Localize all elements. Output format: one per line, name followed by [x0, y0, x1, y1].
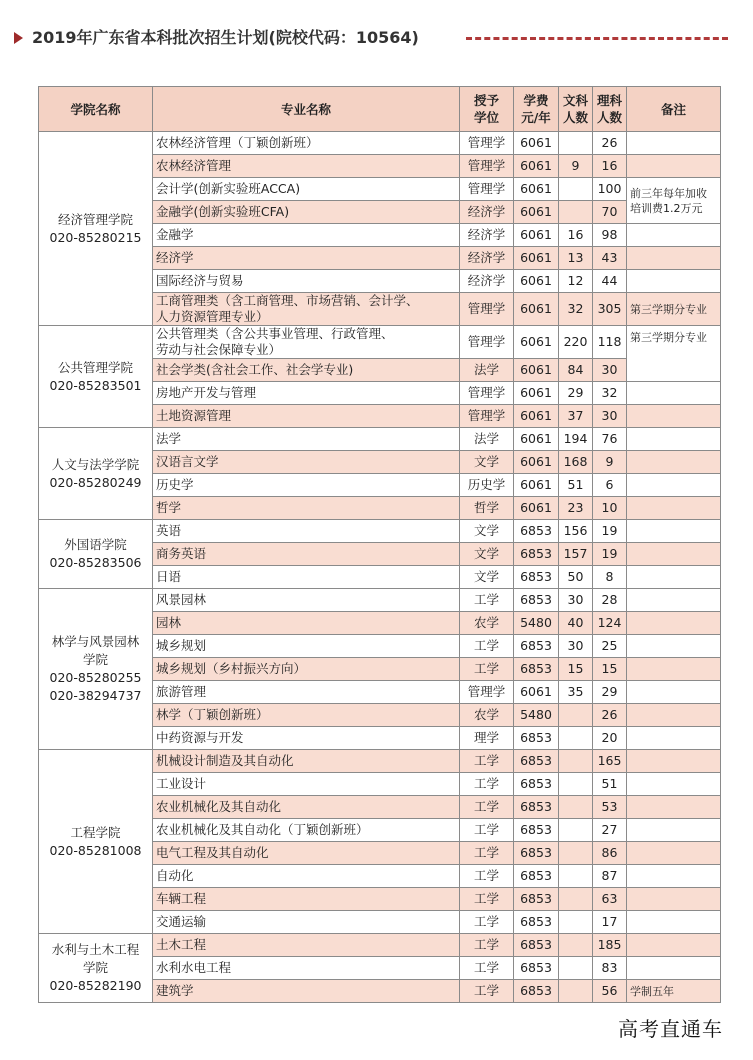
header-science-count: 理科 人数: [593, 87, 627, 132]
note-cell: [627, 819, 721, 842]
degree-cell: 管理学: [460, 132, 514, 155]
science-count-cell: 43: [593, 247, 627, 270]
major-cell: 工商管理类（含工商管理、市场营销、会计学、 人力资源管理专业）: [153, 293, 460, 326]
degree-cell: 工学: [460, 773, 514, 796]
fee-cell: 6061: [514, 293, 559, 326]
arts-count-cell: 30: [559, 635, 593, 658]
arts-count-cell: 168: [559, 451, 593, 474]
arts-count-cell: 157: [559, 543, 593, 566]
note-cell: [627, 451, 721, 474]
note-cell: [627, 865, 721, 888]
note-cell: [627, 658, 721, 681]
table-row: [39, 428, 721, 451]
fee-cell: 6061: [514, 405, 559, 428]
science-count-cell: 100: [593, 178, 627, 201]
arts-count-cell: 50: [559, 566, 593, 589]
science-count-cell: 25: [593, 635, 627, 658]
degree-cell: 工学: [460, 635, 514, 658]
major-cell: 日语: [153, 566, 460, 589]
major-cell: 汉语言文学: [153, 451, 460, 474]
major-cell: 风景园林: [153, 589, 460, 612]
note-cell: [627, 773, 721, 796]
header-fee: 学费 元/年: [514, 87, 559, 132]
note-cell: 第三学期分专业: [627, 293, 721, 326]
fee-cell: 6853: [514, 589, 559, 612]
arts-count-cell: 13: [559, 247, 593, 270]
science-count-cell: 63: [593, 888, 627, 911]
table-row: [39, 520, 721, 543]
degree-cell: 工学: [460, 750, 514, 773]
degree-cell: 文学: [460, 520, 514, 543]
note-cell: [627, 957, 721, 980]
science-count-cell: 19: [593, 520, 627, 543]
fee-cell: 6061: [514, 497, 559, 520]
arts-count-cell: [559, 865, 593, 888]
science-count-cell: 305: [593, 293, 627, 326]
science-count-cell: 30: [593, 359, 627, 382]
arts-count-cell: [559, 957, 593, 980]
major-cell: 会计学(创新实验班ACCA): [153, 178, 460, 201]
fee-cell: 6853: [514, 957, 559, 980]
science-count-cell: 124: [593, 612, 627, 635]
science-count-cell: 10: [593, 497, 627, 520]
college-name: 水利与土木工程 学院 020-85282190: [39, 934, 153, 1003]
fee-cell: 6061: [514, 132, 559, 155]
table-row: [39, 132, 721, 155]
note-cell: [627, 911, 721, 934]
arts-count-cell: 40: [559, 612, 593, 635]
degree-cell: 法学: [460, 428, 514, 451]
science-count-cell: 26: [593, 704, 627, 727]
degree-cell: 文学: [460, 566, 514, 589]
major-cell: 房地产开发与管理: [153, 382, 460, 405]
science-count-cell: 29: [593, 681, 627, 704]
science-count-cell: 17: [593, 911, 627, 934]
header-degree: 授予 学位: [460, 87, 514, 132]
title-bar: [14, 26, 734, 50]
science-count-cell: 6: [593, 474, 627, 497]
major-cell: 自动化: [153, 865, 460, 888]
page-title: 2019年广东省本科批次招生计划(院校代码：10564): [32, 28, 419, 47]
arts-count-cell: 32: [559, 293, 593, 326]
fee-cell: 6853: [514, 980, 559, 1003]
note-cell: [627, 497, 721, 520]
major-cell: 社会学类(含社会工作、社会学专业): [153, 359, 460, 382]
degree-cell: 管理学: [460, 178, 514, 201]
major-cell: 商务英语: [153, 543, 460, 566]
fee-cell: 6853: [514, 773, 559, 796]
degree-cell: 管理学: [460, 681, 514, 704]
note-cell: [627, 224, 721, 247]
note-cell: [627, 612, 721, 635]
major-cell: 电气工程及其自动化: [153, 842, 460, 865]
fee-cell: 6853: [514, 934, 559, 957]
degree-cell: 经济学: [460, 201, 514, 224]
major-cell: 土地资源管理: [153, 405, 460, 428]
degree-cell: 工学: [460, 842, 514, 865]
science-count-cell: 8: [593, 566, 627, 589]
arts-count-cell: 12: [559, 270, 593, 293]
major-cell: 城乡规划（乡村振兴方向）: [153, 658, 460, 681]
major-cell: 英语: [153, 520, 460, 543]
arts-count-cell: 194: [559, 428, 593, 451]
science-count-cell: 44: [593, 270, 627, 293]
fee-cell: 6853: [514, 566, 559, 589]
fee-cell: 6061: [514, 451, 559, 474]
fee-cell: 6061: [514, 382, 559, 405]
arts-count-cell: 15: [559, 658, 593, 681]
science-count-cell: 165: [593, 750, 627, 773]
major-cell: 农林经济管理: [153, 155, 460, 178]
arts-count-cell: [559, 980, 593, 1003]
science-count-cell: 53: [593, 796, 627, 819]
fee-cell: 6853: [514, 842, 559, 865]
science-count-cell: 19: [593, 543, 627, 566]
degree-cell: 历史学: [460, 474, 514, 497]
degree-cell: 管理学: [460, 326, 514, 359]
note-cell: [627, 589, 721, 612]
note-cell: [627, 132, 721, 155]
major-cell: 车辆工程: [153, 888, 460, 911]
note-cell: [627, 405, 721, 428]
table-row: [39, 326, 721, 359]
degree-cell: 工学: [460, 888, 514, 911]
note-cell: [627, 727, 721, 750]
major-cell: 农林经济管理（丁颖创新班）: [153, 132, 460, 155]
note-cell: 第三学期分专业: [627, 326, 721, 382]
note-cell: [627, 704, 721, 727]
major-cell: 法学: [153, 428, 460, 451]
note-cell: [627, 566, 721, 589]
degree-cell: 工学: [460, 957, 514, 980]
major-cell: 城乡规划: [153, 635, 460, 658]
major-cell: 旅游管理: [153, 681, 460, 704]
degree-cell: 管理学: [460, 382, 514, 405]
major-cell: 机械设计制造及其自动化: [153, 750, 460, 773]
science-count-cell: 51: [593, 773, 627, 796]
fee-cell: 6061: [514, 247, 559, 270]
fee-cell: 6061: [514, 474, 559, 497]
arts-count-cell: [559, 132, 593, 155]
arts-count-cell: [559, 178, 593, 201]
degree-cell: 工学: [460, 865, 514, 888]
science-count-cell: 27: [593, 819, 627, 842]
note-cell: [627, 934, 721, 957]
fee-cell: 6853: [514, 543, 559, 566]
science-count-cell: 98: [593, 224, 627, 247]
enrollment-plan-table: [38, 86, 721, 1003]
note-cell: 学制五年: [627, 980, 721, 1003]
degree-cell: 农学: [460, 704, 514, 727]
degree-cell: 法学: [460, 359, 514, 382]
degree-cell: 文学: [460, 451, 514, 474]
degree-cell: 工学: [460, 658, 514, 681]
arts-count-cell: [559, 934, 593, 957]
arts-count-cell: [559, 888, 593, 911]
fee-cell: 6061: [514, 681, 559, 704]
science-count-cell: 15: [593, 658, 627, 681]
major-cell: 林学（丁颖创新班）: [153, 704, 460, 727]
degree-cell: 工学: [460, 911, 514, 934]
major-cell: 国际经济与贸易: [153, 270, 460, 293]
degree-cell: 文学: [460, 543, 514, 566]
college-name: 工程学院 020-85281008: [39, 750, 153, 934]
fee-cell: 6853: [514, 819, 559, 842]
fee-cell: 6061: [514, 359, 559, 382]
fee-cell: 6061: [514, 326, 559, 359]
note-cell: [627, 247, 721, 270]
degree-cell: 经济学: [460, 224, 514, 247]
note-cell: [627, 842, 721, 865]
college-name: 公共管理学院 020-85283501: [39, 326, 153, 428]
table-row: [39, 750, 721, 773]
science-count-cell: 87: [593, 865, 627, 888]
science-count-cell: 32: [593, 382, 627, 405]
arts-count-cell: [559, 727, 593, 750]
major-cell: 农业机械化及其自动化: [153, 796, 460, 819]
science-count-cell: 70: [593, 201, 627, 224]
college-name: 人文与法学学院 020-85280249: [39, 428, 153, 520]
table-row: [39, 589, 721, 612]
header-major: 专业名称: [153, 87, 460, 132]
fee-cell: 6061: [514, 224, 559, 247]
table-row: [39, 934, 721, 957]
fee-cell: 6061: [514, 155, 559, 178]
note-cell: [627, 543, 721, 566]
degree-cell: 农学: [460, 612, 514, 635]
arts-count-cell: 156: [559, 520, 593, 543]
fee-cell: 6853: [514, 520, 559, 543]
degree-cell: 工学: [460, 934, 514, 957]
fee-cell: 6853: [514, 911, 559, 934]
fee-cell: 6061: [514, 428, 559, 451]
degree-cell: 工学: [460, 589, 514, 612]
degree-cell: 理学: [460, 727, 514, 750]
arts-count-cell: 35: [559, 681, 593, 704]
major-cell: 土木工程: [153, 934, 460, 957]
note-cell: [627, 635, 721, 658]
science-count-cell: 9: [593, 451, 627, 474]
science-count-cell: 28: [593, 589, 627, 612]
arts-count-cell: [559, 750, 593, 773]
fee-cell: 6853: [514, 865, 559, 888]
arts-count-cell: 9: [559, 155, 593, 178]
arts-count-cell: [559, 819, 593, 842]
degree-cell: 工学: [460, 980, 514, 1003]
science-count-cell: 26: [593, 132, 627, 155]
science-count-cell: 86: [593, 842, 627, 865]
note-cell: [627, 428, 721, 451]
fee-cell: 5480: [514, 704, 559, 727]
arts-count-cell: [559, 704, 593, 727]
arts-count-cell: 84: [559, 359, 593, 382]
note-cell: [627, 382, 721, 405]
dashed-divider: [466, 37, 728, 40]
major-cell: 经济学: [153, 247, 460, 270]
science-count-cell: 56: [593, 980, 627, 1003]
major-cell: 农业机械化及其自动化（丁颖创新班）: [153, 819, 460, 842]
science-count-cell: 76: [593, 428, 627, 451]
arts-count-cell: [559, 842, 593, 865]
fee-cell: 6853: [514, 796, 559, 819]
college-name: 经济管理学院 020-85280215: [39, 132, 153, 326]
degree-cell: 经济学: [460, 247, 514, 270]
degree-cell: 工学: [460, 819, 514, 842]
degree-cell: 工学: [460, 796, 514, 819]
table-header-row: [39, 87, 721, 132]
major-cell: 工业设计: [153, 773, 460, 796]
science-count-cell: 185: [593, 934, 627, 957]
fee-cell: 6853: [514, 727, 559, 750]
arts-count-cell: [559, 201, 593, 224]
major-cell: 公共管理类（含公共事业管理、行政管理、 劳动与社会保障专业）: [153, 326, 460, 359]
degree-cell: 管理学: [460, 405, 514, 428]
note-cell: [627, 270, 721, 293]
fee-cell: 5480: [514, 612, 559, 635]
note-cell: [627, 474, 721, 497]
arts-count-cell: 29: [559, 382, 593, 405]
fee-cell: 6061: [514, 201, 559, 224]
arts-count-cell: [559, 796, 593, 819]
fee-cell: 6853: [514, 635, 559, 658]
arts-count-cell: 220: [559, 326, 593, 359]
major-cell: 历史学: [153, 474, 460, 497]
major-cell: 水利水电工程: [153, 957, 460, 980]
degree-cell: 哲学: [460, 497, 514, 520]
note-cell: [627, 750, 721, 773]
degree-cell: 管理学: [460, 155, 514, 178]
arts-count-cell: 23: [559, 497, 593, 520]
header-arts-count: 文科 人数: [559, 87, 593, 132]
header-college: 学院名称: [39, 87, 153, 132]
arts-count-cell: [559, 773, 593, 796]
triangle-bullet-icon: [14, 32, 23, 44]
arts-count-cell: 30: [559, 589, 593, 612]
header-note: 备注: [627, 87, 721, 132]
fee-cell: 6853: [514, 888, 559, 911]
major-cell: 金融学: [153, 224, 460, 247]
science-count-cell: 16: [593, 155, 627, 178]
arts-count-cell: [559, 911, 593, 934]
major-cell: 园林: [153, 612, 460, 635]
major-cell: 金融学(创新实验班CFA): [153, 201, 460, 224]
fee-cell: 6061: [514, 270, 559, 293]
major-cell: 交通运输: [153, 911, 460, 934]
watermark: 高考直通车: [618, 1017, 723, 1041]
arts-count-cell: 16: [559, 224, 593, 247]
degree-cell: 经济学: [460, 270, 514, 293]
science-count-cell: 30: [593, 405, 627, 428]
major-cell: 哲学: [153, 497, 460, 520]
college-name: 林学与风景园林 学院 020-85280255 020-38294737: [39, 589, 153, 750]
note-cell: [627, 155, 721, 178]
science-count-cell: 20: [593, 727, 627, 750]
major-cell: 建筑学: [153, 980, 460, 1003]
science-count-cell: 118: [593, 326, 627, 359]
degree-cell: 管理学: [460, 293, 514, 326]
fee-cell: 6061: [514, 178, 559, 201]
note-cell: 前三年每年加收培训费1.2万元: [627, 178, 721, 224]
major-cell: 中药资源与开发: [153, 727, 460, 750]
fee-cell: 6853: [514, 658, 559, 681]
arts-count-cell: 37: [559, 405, 593, 428]
college-name: 外国语学院 020-85283506: [39, 520, 153, 589]
fee-cell: 6853: [514, 750, 559, 773]
note-cell: [627, 888, 721, 911]
science-count-cell: 83: [593, 957, 627, 980]
arts-count-cell: 51: [559, 474, 593, 497]
note-cell: [627, 681, 721, 704]
note-cell: [627, 520, 721, 543]
note-cell: [627, 796, 721, 819]
